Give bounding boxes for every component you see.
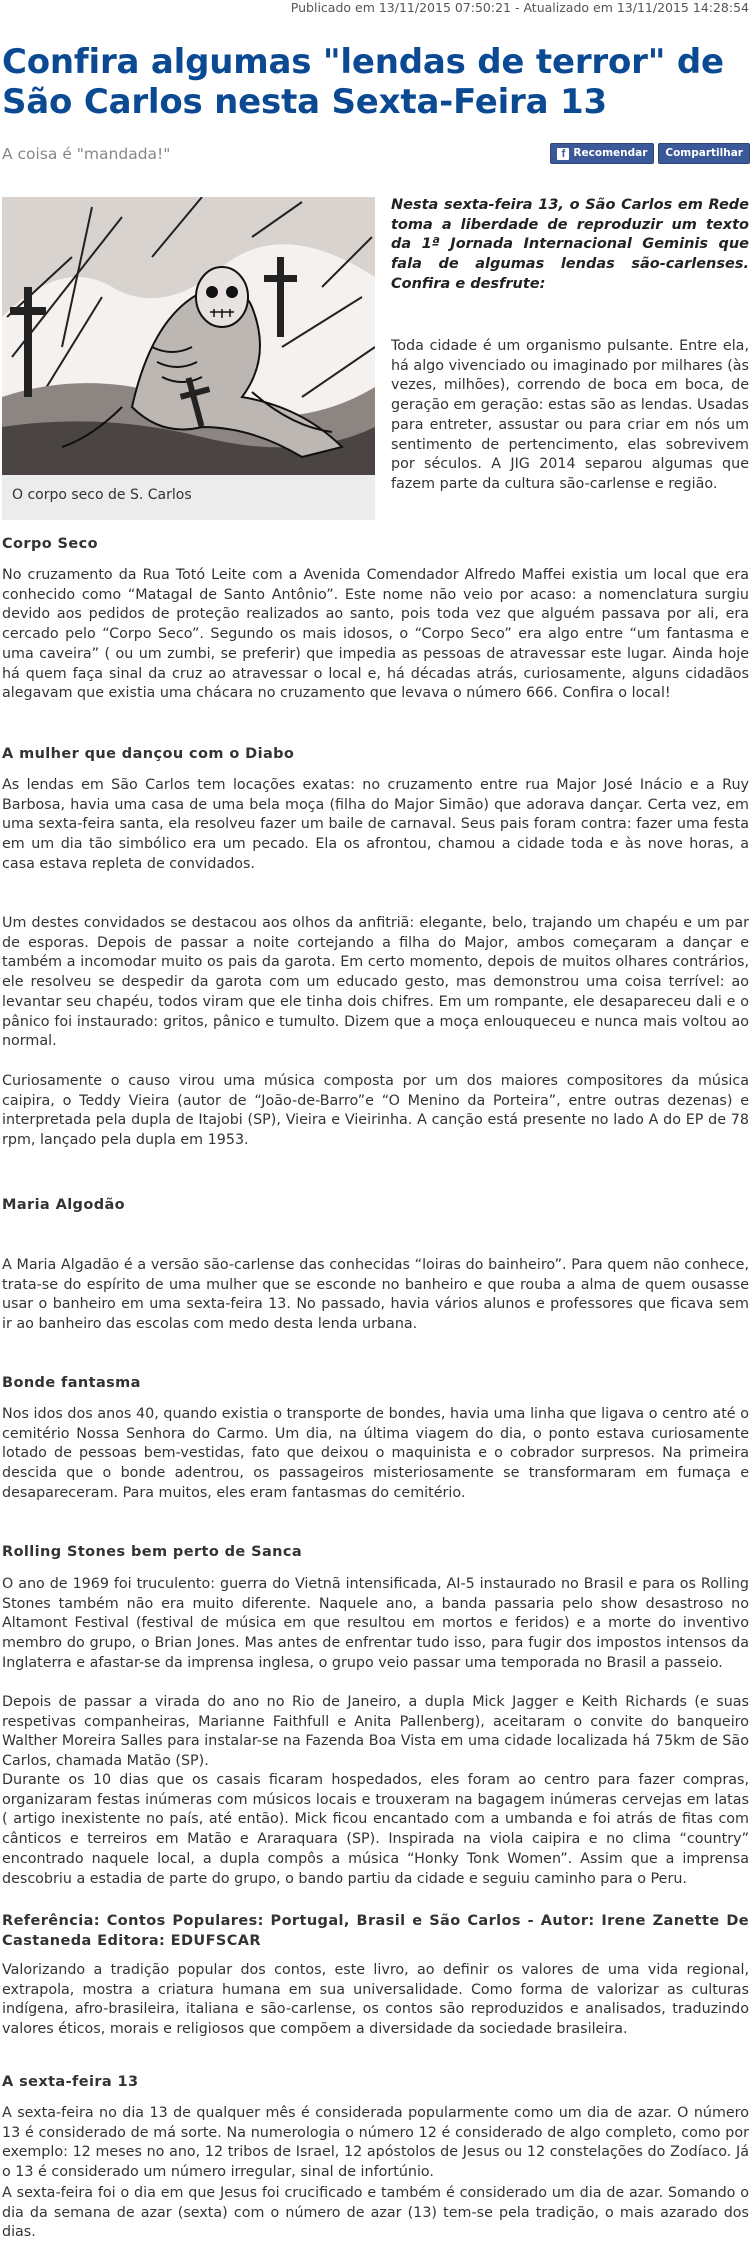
stones-p3: Durante os 10 dias que os casais ficaram hospedados, eles foram ao centro para fazer compras, organizaram festas inúmeras com músicos locais e trouxeram na bagagem inúmeras cervejas em latas ( artigo inexistente no país, até então). Mick ficou encantado com a umbanda e foi atrás de fitas com cânticos e terreiros em Matão e Araraquara (SP). Inspirada na viola caipira e no clima “country” encontrado naquele local, a dupla compôs a música “Honky Tonk Women”. Assim que a imprensa descobriu a estadia de parte do grupo, o bando partiu da cidade e seguiu caminho para o Peru. xyxy=(2,1772,749,1887)
diabo-p2: Um destes convidados se destacou aos olhos da anfitriã: elegante, belo, trajando um chapéu e um par de esporas. Depois de passar a noite cortejando a filha do Major, ambos começaram a dançar e também a incomodar muito os pais da garota. Em certo momento, depois de muitos olhares contrários, ele resolveu se despedir da garota com um educado gesto, mas demonstrou uma coisa terrível: ao levantar seu chapéu, todos viram que ele tinha dois chifres. Em um rompante, ele desapareceu dali e o pânico foi instaurado: gritos, pânico e tumulto. Dizem que a moça enlouqueceu e nunca mais voltou ao normal. xyxy=(2,915,749,1050)
corpo-seco-illustration xyxy=(2,197,375,475)
stones-p1: O ano de 1969 foi truculento: guerra do Vietnã intensificada, AI-5 instaurado no Brasil e para os Rolling Stones também não era muito diferente. Naquele ano, a banda passaria pelo show desastroso no Altamont Festival (festival de música em que resultou em mortos e feridos) e a morte do inventivo membro do grupo, o Brian Jones. Mas antes de enfrentar tudo isso, para fugir dos impostos intensos da Inglaterra e afastar-se da imprensa inglesa, o grupo veio passar uma temporada no Brasil a passeio. xyxy=(2,1576,749,1671)
referencia-p1: Valorizando a tradição popular dos contos, este livro, ao definir os valores de uma vida regional, extrapola, mostra a criatura humana em sua universalidade. Como forma de valorizar as culturas indígena, afro-brasileira, italiana e são-carlense, os contos são reproduzidos e analisados, traduzindo valores éticos, morais e religiosos que compõem a diversidade da sociedade brasileira. xyxy=(2,1962,749,2038)
article-subtitle: A coisa é "mandada!" xyxy=(2,145,171,163)
diabo-p3: Curiosamente o causo virou uma música composta por um dos maiores compositores da música caipira, o Teddy Vieira (autor de “João-de-Barro”e “O Menino da Porteira”, entre outras dezenas) e interpretada pela dupla de Itajobi (SP), Vieira e Vieirinha. A canção está presente no lado A do EP de 78 rpm, lançado pela dupla em 1953. xyxy=(2,1073,749,1149)
publish-dates: Publicado em 13/11/2015 07:50:21 - Atualizado em 13/11/2015 14:28:54 xyxy=(290,0,749,15)
heading-referencia: Referência: Contos Populares: Portugal, Brasil e São Carlos - Autor: Irene Zanette De Castaneda Editora: EDUFSCAR xyxy=(2,1913,749,1949)
intro-text: Nesta sexta-feira 13, o São Carlos em Rede toma a liberdade de reproduzir um texto da 1ª Jornada Internacional Geminis que fala de algumas lendas são-carlenses. Confira e desfrute: xyxy=(391,197,749,292)
heading-stones: Rolling Stones bem perto de Sanca xyxy=(2,1544,303,1560)
share-button[interactable] xyxy=(658,143,750,164)
sexta-p1: A sexta-feira no dia 13 de qualquer mês é considerada popularmente como um dia de azar. O número 13 é considerado de má sorte. Na numerologia o número 12 é considerado de algo completo, como por exemplo: 12 meses no ano, 12 tribos de Israel, 12 apóstolos de Jesus ou 12 constelações do Zodíaco. Já o 13 é considerado um número irregular, sinal de infortúnio. xyxy=(2,2105,749,2181)
heading-sexta: A sexta-feira 13 xyxy=(2,2074,139,2090)
recommend-button[interactable] xyxy=(550,143,654,164)
figure-caption: O corpo seco de S. Carlos xyxy=(12,487,192,503)
heading-diabo: A mulher que dançou com o Diabo xyxy=(2,746,295,762)
heading-bonde: Bonde fantasma xyxy=(2,1375,141,1391)
share-label: Compartilhar xyxy=(665,147,743,159)
article-title: Confira algumas "lendas de terror" de São Carlos nesta Sexta-Feira 13 xyxy=(2,42,724,122)
algodao-p1: A Maria Algadão é a versão são-carlense das conhecidas “loiras do bainheiro”. Para quem não conhece, trata-se do espírito de uma mulher que se esconde no banheiro e que rouba a alma de quem ousasse usar o banheiro em uma sexta-feira 13. No passado, havia vários alunos e professores que ficava sem ir ao banheiro das escolas com medo desta lenda urbana. xyxy=(2,1257,749,1333)
stones-p2: Depois de passar a virada do ano no Rio de Janeiro, a dupla Mick Jagger e Keith Richards (e suas respetivas companheiras, Marianne Faithfull e Anita Pallenberg), aceitaram o convite do banqueiro Walther Moreira Salles para instalar-se na Fazenda Boa Vista em uma cidade localizada há 75km de São Carlos, chamada Matão (SP). xyxy=(2,1694,749,1770)
recommend-label: Recomendar xyxy=(573,147,648,159)
bonde-p1: Nos idos dos anos 40, quando existia o transporte de bondes, havia uma linha que ligava o centro até o cemitério Nossa Senhora do Carmo. Um dia, na última viagem do dia, o ponto estava curiosamente lotado de pessoas bem-vestidas, fato que deixou o maquinista e o cobrador surpresos. Na primeira descida que o bonde adentrou, os passageiros misteriosamente se transformaram em fumaça e desapareceram. Para muitos, eles eram fantasmas do cemitério. xyxy=(2,1406,749,1501)
sexta-p2: A sexta-feira foi o dia em que Jesus foi crucificado e também é considerado um dia de azar. Somando o dia da semana de azar (sexta) com o número de azar (13) tem-se pela tradição, o mais azarado dos dias. xyxy=(2,2185,749,2241)
share-bar xyxy=(550,143,750,164)
facebook-icon: f xyxy=(557,148,569,160)
diabo-p1: As lendas em São Carlos tem locações exatas: no cruzamento entre rua Major José Inácio e a Ruy Barbosa, havia uma casa de uma bela moça (filha do Major Simão) que adorava dançar. Certa vez, em uma sexta-feira santa, ela resolveu fazer um baile de carnaval. Seus pais foram contra: fazer uma festa em um dia tão simbólico era um pecado. Ela os afrontou, chamou a cidade toda e às nove horas, a casa estava repleta de convidados. xyxy=(2,777,749,872)
heading-algodao: Maria Algodão xyxy=(2,1197,126,1213)
article-figure xyxy=(2,197,375,520)
intro-body: Toda cidade é um organismo pulsante. Entre ela, há algo vivenciado ou imaginado por milhares (às vezes, milhões), correndo de boca em boca, de geração em geração: estas são as lendas. Usadas para entreter, assustar ou para criar em nós um sentimento de pertencimento, elas sobrevivem por séculos. A JIG 2014 separou algumas que fazem parte da cultura são-carlense e região. xyxy=(391,338,749,492)
corpo-seco-p1: No cruzamento da Rua Totó Leite com a Avenida Comendador Alfredo Maffei existia um local que era conhecido como “Matagal de Santo Antônio”. Este nome não veio por acaso: a nomenclatura surgiu devido aos pedidos de proteção realizados ao santo, pois toda vez que alguém passava por ali, era cercado pelo “Corpo Seco”. Segundo os mais idosos, o “Corpo Seco” era algo entre “um fantasma e uma caveira” ( ou um zumbi, se preferir) que impedia as pessoas de atravessar este lugar. Ainda hoje há quem faça sinal da cruz ao atravessar o local e, há décadas atrás, curiosamente, alguns cidadãos alegavam que existia uma chácara no cruzamento que levava o número 666. Confira o local! xyxy=(2,567,749,702)
heading-corpo-seco: Corpo Seco xyxy=(2,536,98,552)
